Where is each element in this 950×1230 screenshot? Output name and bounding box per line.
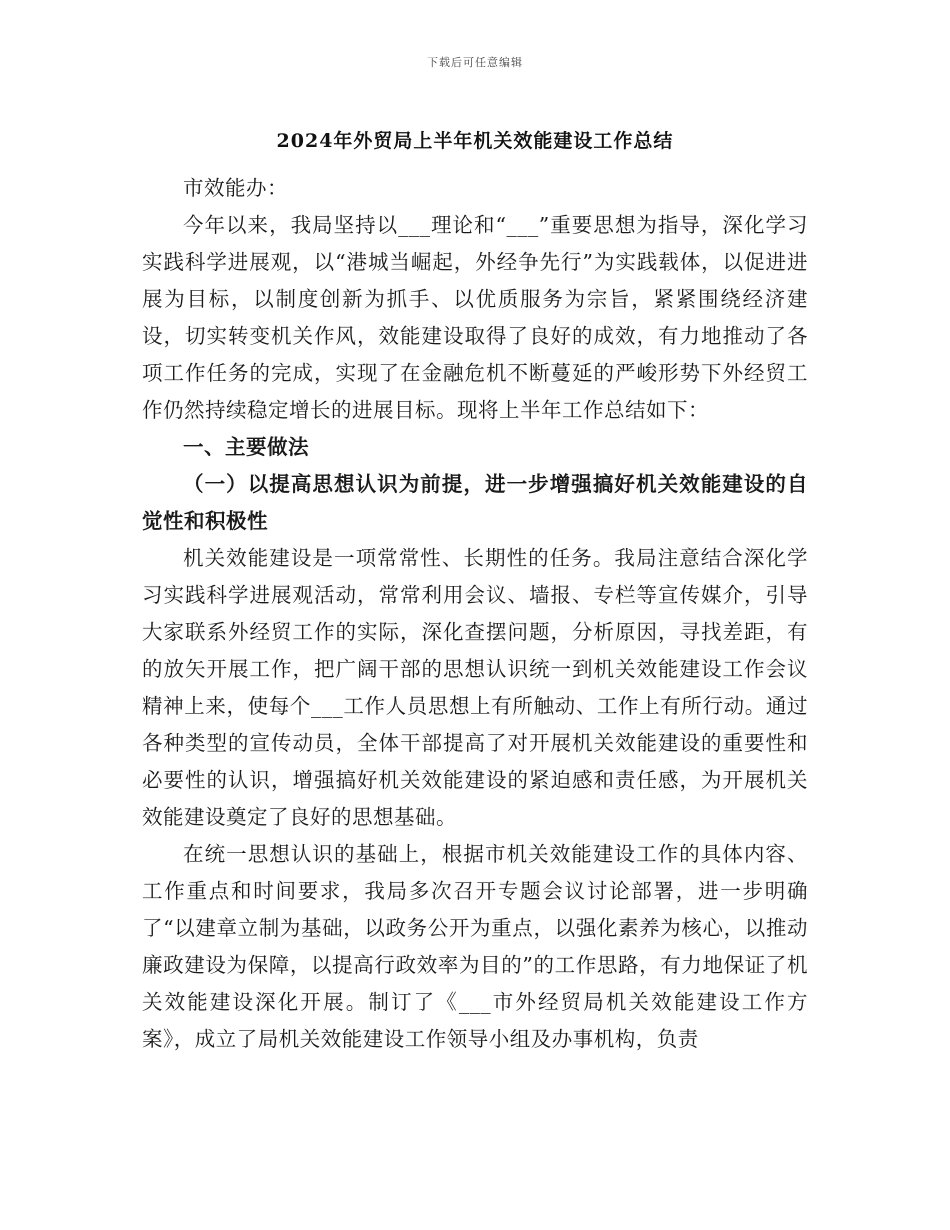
body-paragraph: 在统一思想认识的基础上，根据市机关效能建设工作的具体内容、工作重点和时间要求，我局多次召开专题会议讨论部署，进一步明确了“以建章立制为基础，以政务公开为重点，以强化素养为核心，以推动廉政建设为保障，以提高行政效率为目的”的工作思路，有力地保证了机关效能建设深化开展。制订了《___市外经贸局机关效能建设工作方案》，成立了局机关效能建设工作领导小组及办事机构，负责 bbox=[142, 842, 808, 1051]
subsection-heading-1: （一）以提高思想认识为前提，进一步增强搞好机关效能建设的自觉性和积极性 bbox=[142, 472, 808, 533]
document-body bbox=[142, 170, 808, 1058]
intro-paragraph: 今年以来，我局坚持以___理论和“___”重要思想为指导，深化学习实践科学进展观，以“港城当崛起，外经争先行”为实践载体，以促进进展为目标，以制度创新为抓手、以优质服务为宗旨，紧紧围绕经济建设，切实转变机关作风，效能建设取得了良好的成效，有力地推动了各项工作任务的完成，实现了在金融危机不断蔓延的严峻形势下外经贸工作仍然持续稳定增长的进展目标。现将上半年工作总结如下： bbox=[142, 213, 808, 422]
salutation: 市效能办： bbox=[183, 176, 288, 200]
section-heading-main-methods: 一、主要做法 bbox=[183, 435, 309, 459]
page-header-note: 下载后可任意编辑 bbox=[427, 56, 523, 69]
body-paragraph: 机关效能建设是一项常常性、长期性的任务。我局注意结合深化学习实践科学进展观活动，常常利用会议、墙报、专栏等宣传媒介，引导大家联系外经贸工作的实际，深化查摆问题，分析原因，寻找差距，有的放矢开展工作，把广阔干部的思想认识统一到机关效能建设工作会议精神上来，使每个___工作人员思想上有所触动、工作上有所行动。通过各种类型的宣传动员，全体干部提高了对开展机关效能建设的重要性和必要性的认识，增强搞好机关效能建设的紧迫感和责任感，为开展机关效能建设奠定了良好的思想基础。 bbox=[142, 546, 808, 829]
document-title: 2024年外贸局上半年机关效能建设工作总结 bbox=[276, 130, 674, 152]
